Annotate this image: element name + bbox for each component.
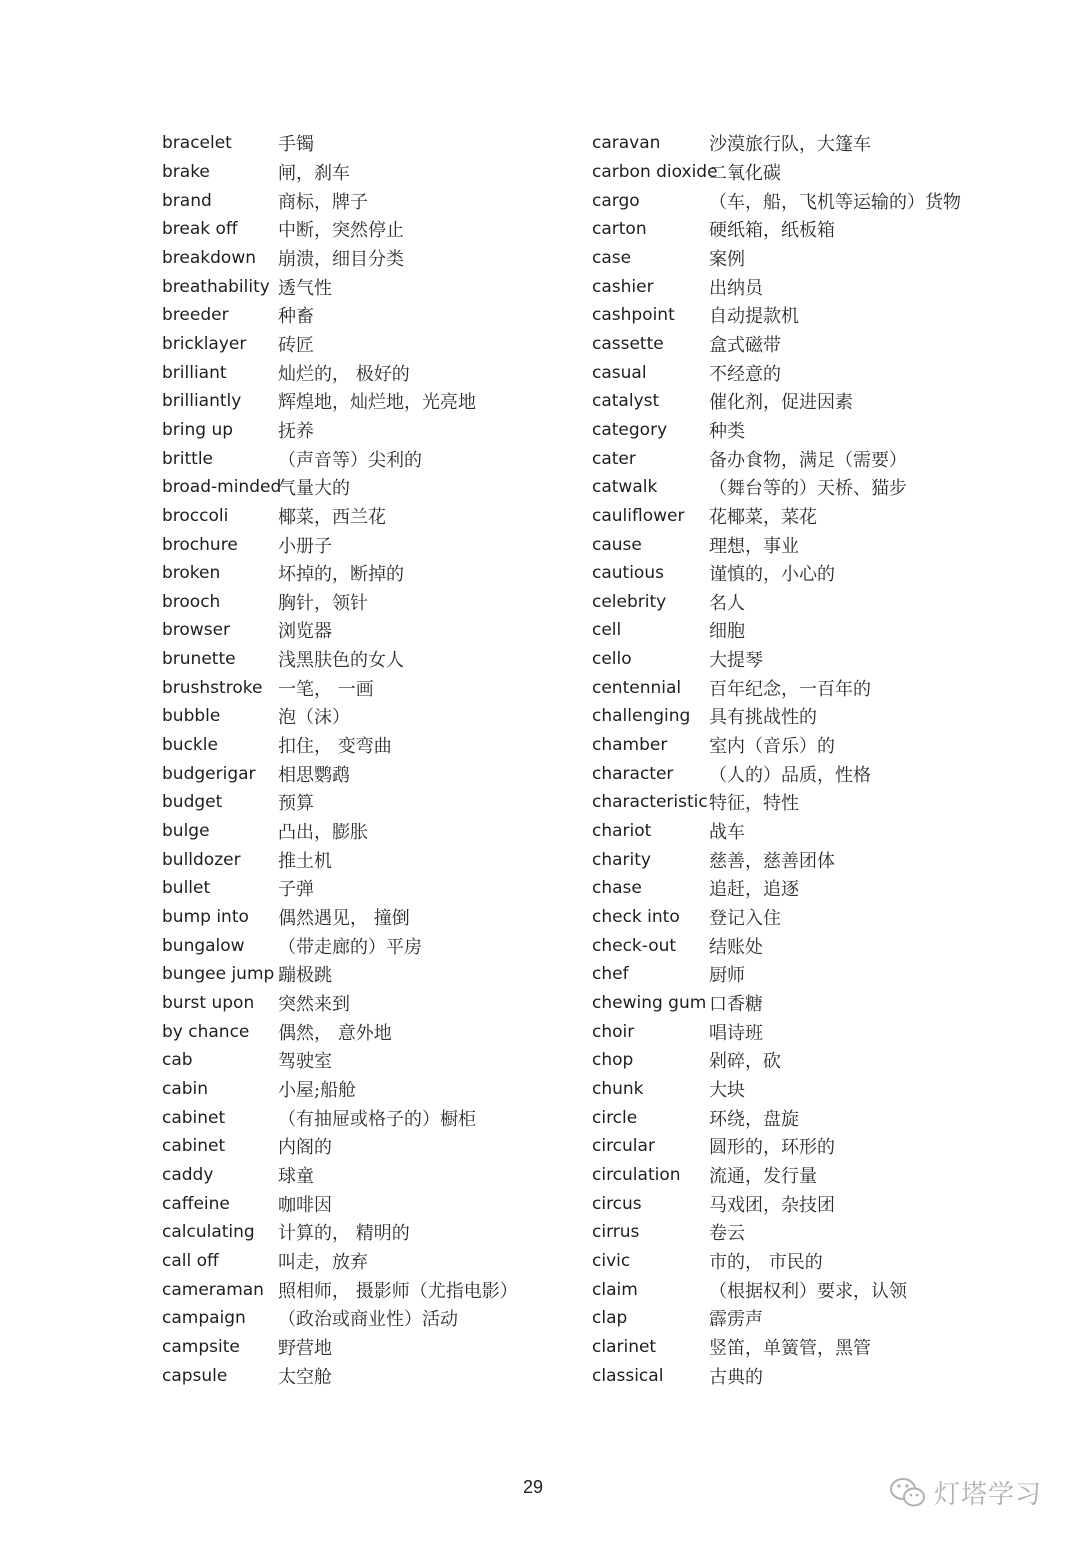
vocab-entry [592, 1161, 1052, 1190]
english-word: burst upon [162, 993, 255, 1014]
vocab-entry [592, 1046, 1052, 1075]
vocab-entry [592, 129, 1052, 158]
vocab-entry [592, 1218, 1052, 1247]
vocab-entry [592, 874, 1052, 903]
chinese-meaning: 室内（音乐）的 [709, 736, 835, 758]
chinese-meaning: 自动提款机 [709, 306, 799, 328]
english-word: circus [592, 1193, 642, 1214]
english-word: break off [162, 219, 238, 240]
vocab-entry [592, 759, 1052, 788]
vocab-entry [592, 989, 1052, 1018]
vocab-entry [162, 645, 582, 674]
english-word: choir [592, 1021, 635, 1042]
vocab-entry [592, 158, 1052, 187]
vocab-entry [592, 186, 1052, 215]
english-word: carbon dioxide [592, 161, 718, 182]
english-word: brilliant [162, 362, 227, 383]
vocab-entry [592, 387, 1052, 416]
english-word: call off [162, 1250, 219, 1271]
chinese-meaning: 结账处 [709, 936, 763, 958]
english-word: calculating [162, 1222, 255, 1243]
english-word: broccoli [162, 505, 229, 526]
english-word: chamber [592, 735, 668, 756]
english-word: bring up [162, 419, 234, 440]
chinese-meaning: 一笔， 一画 [278, 678, 374, 700]
chinese-meaning: 厨师 [709, 965, 745, 987]
english-word: breeder [162, 305, 229, 326]
chinese-meaning: 推土机 [278, 850, 332, 872]
english-word: cashier [592, 276, 654, 297]
chinese-meaning: （政治或商业性）活动 [278, 1309, 458, 1331]
english-word: by chance [162, 1021, 250, 1042]
vocab-entry [162, 444, 582, 473]
english-word: check into [592, 907, 680, 928]
english-word: capsule [162, 1365, 228, 1386]
english-word: cater [592, 448, 636, 469]
english-word: centennial [592, 677, 682, 698]
chinese-meaning: 小册子 [278, 535, 332, 557]
chinese-meaning: 环绕，盘旋 [709, 1108, 799, 1130]
english-word: circulation [592, 1164, 681, 1185]
chinese-meaning: 预算 [278, 793, 314, 815]
english-word: broad-minded [162, 477, 282, 498]
chinese-meaning: 咖啡因 [278, 1194, 332, 1216]
english-word: bubble [162, 706, 221, 727]
chinese-meaning: 照相师， 摄影师（尤指电影） [278, 1280, 518, 1302]
vocab-entry [162, 1333, 582, 1362]
vocab-entry [162, 272, 582, 301]
english-word: civic [592, 1250, 631, 1271]
chinese-meaning: 叫走，放弃 [278, 1251, 368, 1273]
vocab-entry [162, 903, 582, 932]
vocab-entry [162, 244, 582, 273]
chinese-meaning: 盒式磁带 [709, 334, 781, 356]
english-word: chop [592, 1050, 634, 1071]
vocab-entry [592, 330, 1052, 359]
chinese-meaning: 古典的 [709, 1366, 763, 1388]
chinese-meaning: （根据权利）要求，认领 [709, 1280, 907, 1302]
chinese-meaning: 扣住， 变弯曲 [278, 736, 392, 758]
vocab-entry [592, 1275, 1052, 1304]
vocab-entry [162, 989, 582, 1018]
english-word: brand [162, 190, 212, 211]
chinese-meaning: （舞台等的）天桥、猫步 [709, 478, 907, 500]
vocab-entry [592, 817, 1052, 846]
vocab-entry [592, 1017, 1052, 1046]
chinese-meaning: 二氧化碳 [709, 162, 781, 184]
chinese-meaning: 追赶，追逐 [709, 879, 799, 901]
vocab-entry [162, 129, 582, 158]
chinese-meaning: 灿烂的， 极好的 [278, 363, 410, 385]
chinese-meaning: 口香糖 [709, 994, 763, 1016]
vocab-entry [162, 817, 582, 846]
english-word: brilliantly [162, 391, 242, 412]
english-word: chef [592, 964, 629, 985]
vocab-entry [162, 1189, 582, 1218]
english-word: clarinet [592, 1336, 657, 1357]
chinese-meaning: （带走廊的）平房 [278, 936, 422, 958]
english-word: bungalow [162, 935, 245, 956]
vocab-entry [592, 645, 1052, 674]
english-word: brushstroke [162, 677, 263, 698]
vocab-entry [162, 1218, 582, 1247]
vocab-entry [592, 1075, 1052, 1104]
english-word: chase [592, 878, 642, 899]
vocab-entry [592, 702, 1052, 731]
english-word: cab [162, 1050, 193, 1071]
vocabulary-column-right [592, 129, 1052, 1390]
vocab-entry [162, 1046, 582, 1075]
chinese-meaning: 球童 [278, 1165, 314, 1187]
chinese-meaning: 出纳员 [709, 277, 763, 299]
vocab-entry [162, 1103, 582, 1132]
vocab-entry [162, 473, 582, 502]
vocabulary-column-left [162, 129, 582, 1390]
english-word: cirrus [592, 1222, 640, 1243]
english-word: casual [592, 362, 647, 383]
english-word: cauliflower [592, 505, 685, 526]
english-word: case [592, 247, 632, 268]
chinese-meaning: 太空舱 [278, 1366, 332, 1388]
vocab-entry [592, 903, 1052, 932]
chinese-meaning: 计算的， 精明的 [278, 1223, 410, 1245]
chinese-meaning: 流通，发行量 [709, 1165, 817, 1187]
vocab-entry [162, 588, 582, 617]
english-word: chewing gum [592, 993, 707, 1014]
english-word: circular [592, 1136, 655, 1157]
english-word: caddy [162, 1164, 214, 1185]
chinese-meaning: 催化剂，促进因素 [709, 392, 853, 414]
chinese-meaning: 圆形的，环形的 [709, 1137, 835, 1159]
vocab-entry [592, 673, 1052, 702]
english-word: character [592, 763, 674, 784]
english-word: clap [592, 1308, 628, 1329]
chinese-meaning: 唱诗班 [709, 1022, 763, 1044]
english-word: characteristic [592, 792, 708, 813]
vocab-entry [162, 530, 582, 559]
chinese-meaning: 登记入住 [709, 908, 781, 930]
chinese-meaning: 野营地 [278, 1337, 332, 1359]
english-word: category [592, 419, 668, 440]
vocab-entry [592, 444, 1052, 473]
english-word: bulge [162, 821, 210, 842]
chinese-meaning: 种畜 [278, 306, 314, 328]
vocab-entry [162, 559, 582, 588]
chinese-meaning: 椰菜，西兰花 [278, 506, 386, 528]
english-word: campaign [162, 1308, 246, 1329]
vocab-entry [162, 1075, 582, 1104]
english-word: celebrity [592, 591, 667, 612]
chinese-meaning: 胸针，领针 [278, 592, 368, 614]
english-word: cashpoint [592, 305, 675, 326]
english-word: chariot [592, 821, 652, 842]
chinese-meaning: 偶然遇见， 撞倒 [278, 908, 410, 930]
vocab-entry [162, 301, 582, 330]
english-word: breathability [162, 276, 270, 297]
vocab-entry [592, 473, 1052, 502]
english-word: breakdown [162, 247, 256, 268]
english-word: cello [592, 649, 632, 670]
english-word: cabin [162, 1078, 209, 1099]
vocab-entry [162, 673, 582, 702]
english-word: carton [592, 219, 647, 240]
english-word: campsite [162, 1336, 240, 1357]
vocab-entry [162, 1275, 582, 1304]
vocab-entry [162, 1361, 582, 1390]
chinese-meaning: 闸，刹车 [278, 162, 350, 184]
chinese-meaning: （声音等）尖利的 [278, 449, 422, 471]
english-word: caravan [592, 133, 661, 154]
chinese-meaning: 商标，牌子 [278, 191, 368, 213]
chinese-meaning: 浏览器 [278, 621, 332, 643]
chinese-meaning: 手镯 [278, 134, 314, 156]
chinese-meaning: 蹦极跳 [278, 965, 332, 987]
english-word: broken [162, 563, 221, 584]
english-word: cargo [592, 190, 640, 211]
vocab-entry [162, 215, 582, 244]
chinese-meaning: 理想，事业 [709, 535, 799, 557]
vocab-entry [592, 244, 1052, 273]
watermark [888, 1474, 1042, 1511]
vocab-entry [592, 1361, 1052, 1390]
vocab-entry [592, 1247, 1052, 1276]
chinese-meaning: 大块 [709, 1079, 745, 1101]
chinese-meaning: 辉煌地，灿烂地，光亮地 [278, 392, 476, 414]
chinese-meaning: 名人 [709, 592, 745, 614]
chinese-meaning: 备办食物，满足（需要） [709, 449, 907, 471]
chinese-meaning: 崩溃，细目分类 [278, 248, 404, 270]
chinese-meaning: 霹雳声 [709, 1309, 763, 1331]
english-word: brochure [162, 534, 238, 555]
vocab-entry [162, 186, 582, 215]
vocab-entry [592, 301, 1052, 330]
vocab-entry [162, 616, 582, 645]
vocab-entry [592, 845, 1052, 874]
english-word: browser [162, 620, 231, 641]
chinese-meaning: （人的）品质，性格 [709, 764, 871, 786]
english-word: cell [592, 620, 622, 641]
chinese-meaning: 百年纪念，一百年的 [709, 678, 871, 700]
vocab-entry [592, 272, 1052, 301]
vocab-entry [592, 1304, 1052, 1333]
vocab-entry [162, 1132, 582, 1161]
chinese-meaning: 砖匠 [278, 334, 314, 356]
english-word: bricklayer [162, 333, 247, 354]
chinese-meaning: 抚养 [278, 420, 314, 442]
chinese-meaning: 战车 [709, 822, 745, 844]
vocab-entry [162, 1161, 582, 1190]
english-word: cautious [592, 563, 664, 584]
english-word: bracelet [162, 133, 232, 154]
vocab-entry [592, 1132, 1052, 1161]
vocab-entry [592, 731, 1052, 760]
vocab-entry [162, 759, 582, 788]
vocab-entry [592, 530, 1052, 559]
english-word: bulldozer [162, 849, 241, 870]
english-word: brunette [162, 649, 236, 670]
vocab-entry [592, 1103, 1052, 1132]
vocab-entry [162, 1017, 582, 1046]
chinese-meaning: 花椰菜，菜花 [709, 506, 817, 528]
english-word: cabinet [162, 1107, 226, 1128]
chinese-meaning: 沙漠旅行队，大篷车 [709, 134, 871, 156]
vocab-entry [162, 358, 582, 387]
english-word: catalyst [592, 391, 660, 412]
chinese-meaning: 中断，突然停止 [278, 220, 404, 242]
vocab-entry [592, 788, 1052, 817]
chinese-meaning: 透气性 [278, 277, 332, 299]
english-word: brake [162, 161, 210, 182]
english-word: check-out [592, 935, 677, 956]
chinese-meaning: （车，船，飞机等运输的）货物 [709, 191, 961, 213]
chinese-meaning: 泡（沫） [278, 707, 350, 729]
chinese-meaning: 特征，特性 [709, 793, 799, 815]
vocab-entry [162, 845, 582, 874]
chinese-meaning: 市的， 市民的 [709, 1251, 823, 1273]
english-word: catwalk [592, 477, 658, 498]
english-word: budget [162, 792, 223, 813]
chinese-meaning: 凸出，膨胀 [278, 822, 368, 844]
vocab-entry [162, 731, 582, 760]
english-word: bungee jump [162, 964, 275, 985]
chinese-meaning: 谨慎的，小心的 [709, 564, 835, 586]
english-word: cause [592, 534, 642, 555]
chinese-meaning: 案例 [709, 248, 745, 270]
chinese-meaning: 种类 [709, 420, 745, 442]
vocab-entry [162, 702, 582, 731]
vocab-entry [592, 502, 1052, 531]
vocab-entry [162, 1304, 582, 1333]
vocab-entry [162, 416, 582, 445]
english-word: chunk [592, 1078, 644, 1099]
english-word: brittle [162, 448, 214, 469]
vocab-entry [592, 416, 1052, 445]
chinese-meaning: 内阁的 [278, 1137, 332, 1159]
english-word: bump into [162, 907, 249, 928]
vocab-entry [162, 788, 582, 817]
vocab-entry [162, 158, 582, 187]
english-word: buckle [162, 735, 218, 756]
wechat-icon [888, 1476, 928, 1510]
english-word: classical [592, 1365, 664, 1386]
english-word: claim [592, 1279, 638, 1300]
chinese-meaning: 不经意的 [709, 363, 781, 385]
chinese-meaning: 细胞 [709, 621, 745, 643]
english-word: cabinet [162, 1136, 226, 1157]
vocab-entry [592, 559, 1052, 588]
vocab-entry [162, 1247, 582, 1276]
english-word: cameraman [162, 1279, 264, 1300]
vocab-entry [592, 1189, 1052, 1218]
vocab-entry [162, 960, 582, 989]
english-word: budgerigar [162, 763, 256, 784]
vocab-entry [592, 358, 1052, 387]
english-word: caffeine [162, 1193, 230, 1214]
english-word: cassette [592, 333, 664, 354]
vocab-entry [162, 874, 582, 903]
chinese-meaning: 卷云 [709, 1223, 745, 1245]
chinese-meaning: 相思鹦鹉 [278, 764, 350, 786]
english-word: circle [592, 1107, 638, 1128]
chinese-meaning: 大提琴 [709, 650, 763, 672]
vocab-entry [592, 616, 1052, 645]
chinese-meaning: 子弹 [278, 879, 314, 901]
vocab-entry [592, 931, 1052, 960]
chinese-meaning: 具有挑战性的 [709, 707, 817, 729]
chinese-meaning: 突然来到 [278, 994, 350, 1016]
english-word: bullet [162, 878, 211, 899]
english-word: brooch [162, 591, 221, 612]
english-word: challenging [592, 706, 691, 727]
vocab-entry [592, 588, 1052, 617]
chinese-meaning: 慈善，慈善团体 [709, 850, 835, 872]
chinese-meaning: 浅黑肤色的女人 [278, 650, 404, 672]
chinese-meaning: 硬纸箱，纸板箱 [709, 220, 835, 242]
chinese-meaning: 马戏团，杂技团 [709, 1194, 835, 1216]
vocab-entry [162, 502, 582, 531]
vocab-entry [162, 387, 582, 416]
chinese-meaning: 偶然， 意外地 [278, 1022, 392, 1044]
page-number: 29 [522, 1477, 544, 1497]
chinese-meaning: 小屋;船舱 [278, 1079, 357, 1101]
chinese-meaning: 竖笛，单簧管，黑管 [709, 1337, 871, 1359]
vocab-entry [162, 330, 582, 359]
watermark-text: 灯塔学习 [934, 1480, 1043, 1510]
vocab-entry [592, 1333, 1052, 1362]
vocab-entry [592, 960, 1052, 989]
chinese-meaning: 坏掉的，断掉的 [278, 564, 404, 586]
chinese-meaning: 气量大的 [278, 478, 350, 500]
chinese-meaning: 剁碎，砍 [709, 1051, 781, 1073]
vocab-entry [592, 215, 1052, 244]
chinese-meaning: （有抽屉或格子的）橱柜 [278, 1108, 476, 1130]
vocab-entry [162, 931, 582, 960]
english-word: charity [592, 849, 651, 870]
chinese-meaning: 驾驶室 [278, 1051, 332, 1073]
